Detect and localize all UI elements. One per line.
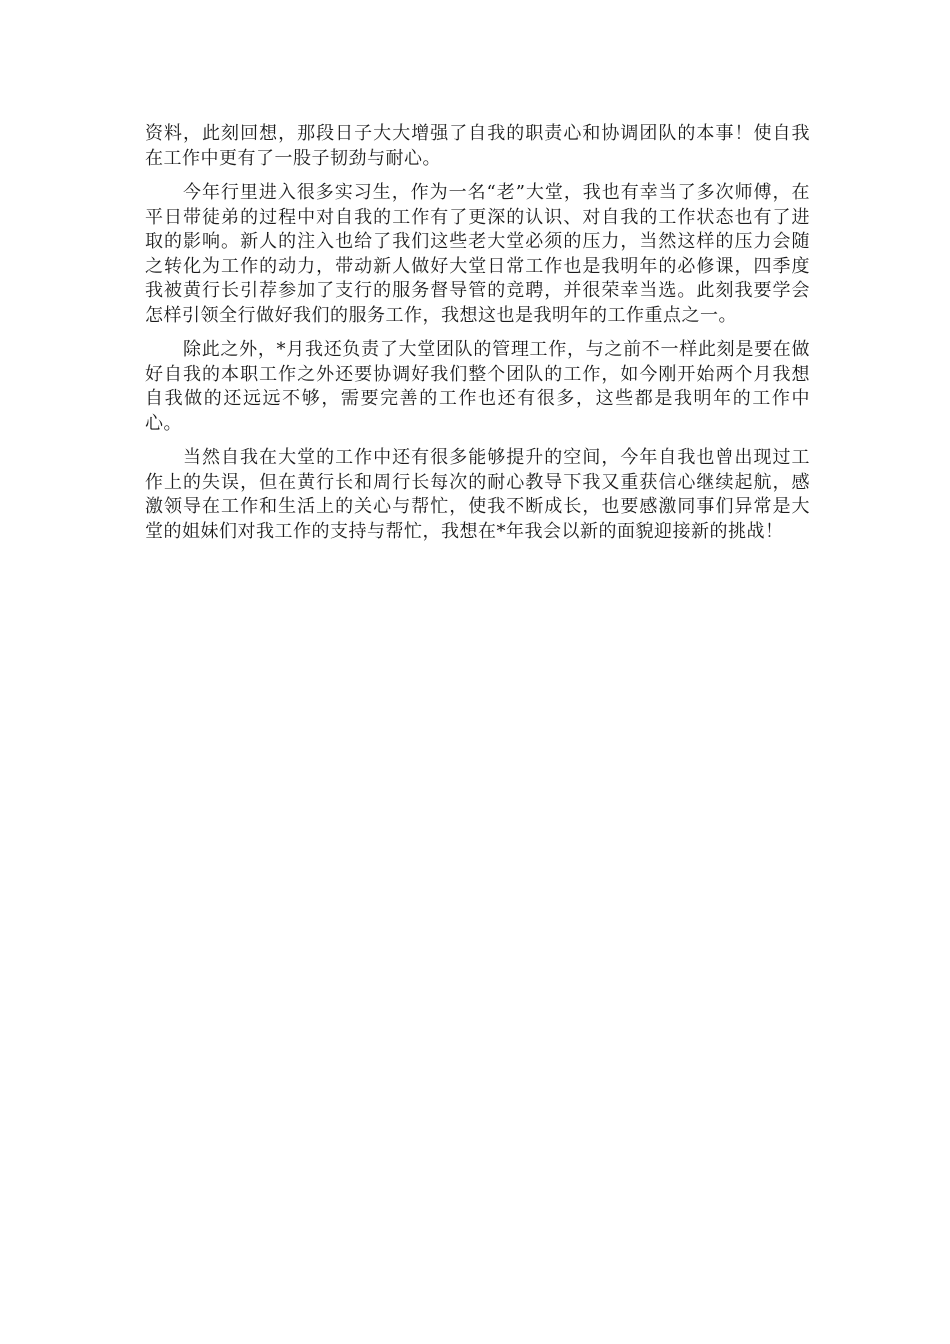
paragraph-1: 资料，此刻回想，那段日子大大增强了自我的职责心和协调团队的本事！使自我在工作中更有了一股子韧劲与耐心。 [145,123,810,169]
paragraph-3: 除此之外，*月我还负责了大堂团队的管理工作，与之前不一样此刻是要在做好自我的本职工作之外还要协调好我们整个团队的工作，如今刚开始两个月我想自我做的还远远不够，需要完善的工作也还有很多，这些都是我明年的工作中心。 [145,339,810,434]
paragraph-2: 今年行里进入很多实习生，作为一名“老”大堂，我也有幸当了多次师傅，在平日带徒弟的过程中对自我的工作有了更深的认识、对自我的工作状态也有了进取的影响。新人的注入也给了我们这些老大堂必须的压力，当然这样的压力会随之转化为工作的动力，带动新人做好大堂日常工作也是我明年的必修课，四季度我被黄行长引荐参加了支行的服务督导管的竞聘，并很荣幸当选。此刻我要学会怎样引领全行做好我们的服务工作，我想这也是我明年的工作重点之一。 [145,182,810,326]
document-page [145,122,810,554]
paragraph-4: 当然自我在大堂的工作中还有很多能够提升的空间，今年自我也曾出现过工作上的失误，但在黄行长和周行长每次的耐心教导下我又重获信心继续起航，感激领导在工作和生活上的关心与帮忙，使我不断成长，也要感激同事们异常是大堂的姐妹们对我工作的支持与帮忙，我想在*年我会以新的面貌迎接新的挑战！ [145,447,810,542]
